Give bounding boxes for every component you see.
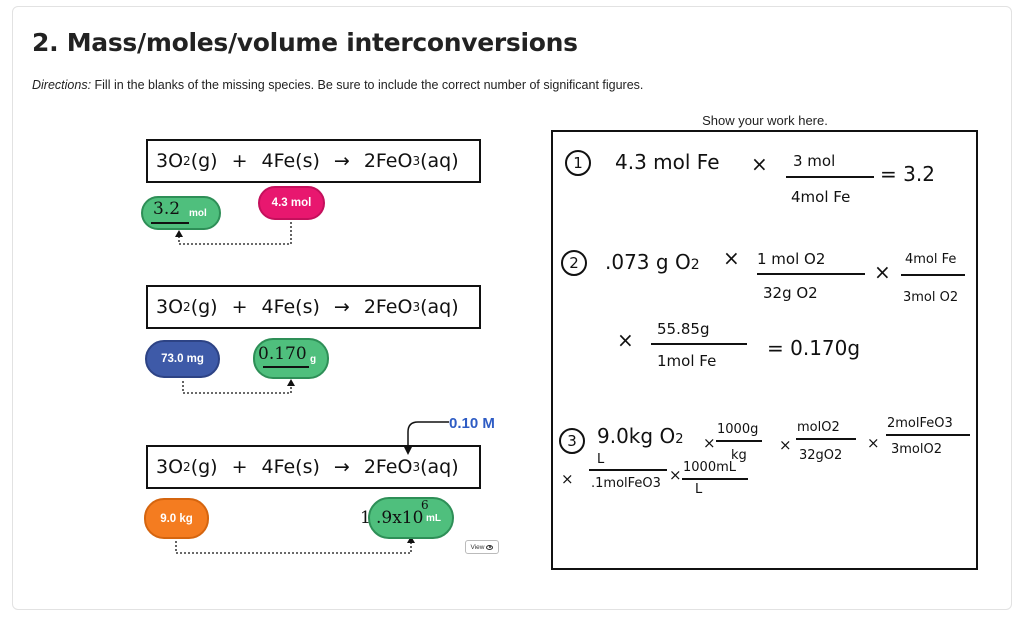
step-3-fraction-bar-4 — [589, 469, 667, 471]
arrowhead-2 — [287, 379, 295, 386]
concentration-label: 0.10 M — [449, 415, 495, 432]
step-1-number: 1 — [565, 150, 591, 176]
step-3-times-3: × — [867, 434, 880, 452]
step-3-factor-5-bottom: L — [695, 482, 703, 497]
step-2-factor-2-bottom: 3mol O2 — [903, 290, 959, 305]
concentration-arrowhead — [404, 447, 412, 455]
step-2-factor-1-top: 1 mol O2 — [757, 250, 826, 268]
arrowhead-1 — [175, 230, 183, 237]
equation-box-3: 3O 2 (g) + 4Fe (s) → 2FeO 3 (aq) — [146, 445, 481, 489]
step-3-factor-2-top: molO2 — [797, 420, 840, 435]
step-3-factor-1-bottom: kg — [731, 448, 747, 463]
given-pill-2: 73.0 mg — [145, 340, 220, 378]
directions-label: Directions: — [32, 78, 92, 92]
step-3-fraction-bar-2 — [796, 438, 856, 440]
work-label: Show your work here. — [702, 113, 828, 128]
view-button[interactable] — [465, 540, 499, 554]
step-3-factor-4-bottom: .1molFeO3 — [591, 476, 661, 491]
step-2-factor-2-top: 4mol Fe — [905, 252, 957, 267]
answer-3-exponent: 6 — [421, 498, 429, 512]
equation-box-1: 3O 2 (g) + 4Fe (s) → 2FeO 3 (aq) — [146, 139, 481, 183]
step-2-fraction-bar-2 — [901, 274, 965, 276]
eye-icon — [486, 545, 493, 550]
equation-box-2: 3O 2 (g) + 4Fe (s) → 2FeO 3 (aq) — [146, 285, 481, 329]
step-3-factor-2-bottom: 32gO2 — [799, 448, 843, 463]
step-1-times: × — [751, 152, 768, 176]
step-3-times-1: × — [703, 434, 716, 452]
step-2-number: 2 — [561, 250, 587, 276]
connector-3 — [176, 541, 411, 553]
given-pill-3: 9.0 kg — [144, 498, 209, 539]
step-2-given: .073 g O2 — [605, 250, 700, 274]
step-3-factor-3-top: 2molFeO3 — [887, 416, 953, 431]
answer-1-underline — [151, 222, 189, 224]
step-3-fraction-bar-5 — [682, 478, 748, 480]
step-1-given: 4.3 mol Fe — [615, 150, 720, 174]
connector-2 — [183, 381, 291, 393]
step-2-factor-1-bottom: 32g O2 — [763, 284, 818, 302]
step-2-times-3: × — [617, 328, 634, 352]
step-1-factor-top: 3 mol — [793, 152, 836, 170]
answer-2-underline — [263, 366, 309, 368]
answer-pill-3[interactable] — [360, 497, 454, 539]
step-3-times-4: × — [561, 470, 574, 488]
step-2-factor-3-bottom: 1mol Fe — [657, 352, 717, 370]
step-3-factor-1-top: 1000g — [717, 422, 759, 437]
step-3-times-5: × — [669, 466, 682, 484]
step-3-number: 3 — [559, 428, 585, 454]
step-2-result: = 0.170g — [767, 336, 861, 360]
answer-1-handwritten: 3.2 — [153, 199, 181, 219]
step-2-times-2: × — [874, 260, 891, 284]
step-3-fraction-bar-1 — [716, 440, 762, 442]
step-3-fraction-bar-3 — [886, 434, 970, 436]
step-1-factor-bottom: 4mol Fe — [791, 188, 851, 206]
answer-3-handwritten: .9x10 — [376, 508, 424, 528]
concentration-leader — [408, 422, 449, 449]
step-2-fraction-bar-1 — [757, 273, 865, 275]
step-1-fraction-bar — [786, 176, 874, 178]
page-title: 2. Mass/moles/volume interconversions — [32, 28, 578, 57]
step-2-factor-3-top: 55.85g — [657, 320, 710, 338]
answer-pill-1[interactable] — [141, 196, 221, 230]
step-1-result: = 3.2 — [880, 162, 935, 186]
answer-2-unit: g — [310, 354, 317, 365]
answer-2-handwritten: 0.170 — [258, 344, 307, 364]
step-3-times-2: × — [779, 436, 792, 454]
answer-3-unit: mL — [426, 513, 441, 524]
given-pill-1: 4.3 mol — [258, 186, 325, 220]
step-3-factor-3-bottom: 3molO2 — [891, 442, 943, 457]
step-2-times-1: × — [723, 246, 740, 270]
step-3-factor-5-top: 1000mL — [683, 460, 736, 475]
answer-pill-2[interactable] — [253, 338, 329, 379]
work-canvas[interactable] — [551, 130, 978, 570]
answer-1-unit: mol — [189, 208, 207, 219]
step-3-given: 9.0kg O2 — [597, 424, 684, 448]
answer-3-lead: 1 — [360, 508, 371, 528]
step-3-factor-4-top: L — [597, 452, 605, 467]
step-2-fraction-bar-3 — [651, 343, 747, 345]
view-label: View — [470, 543, 485, 551]
directions-text: Fill in the blanks of the missing species. Be sure to include the correct number of significant figures. — [91, 78, 644, 92]
